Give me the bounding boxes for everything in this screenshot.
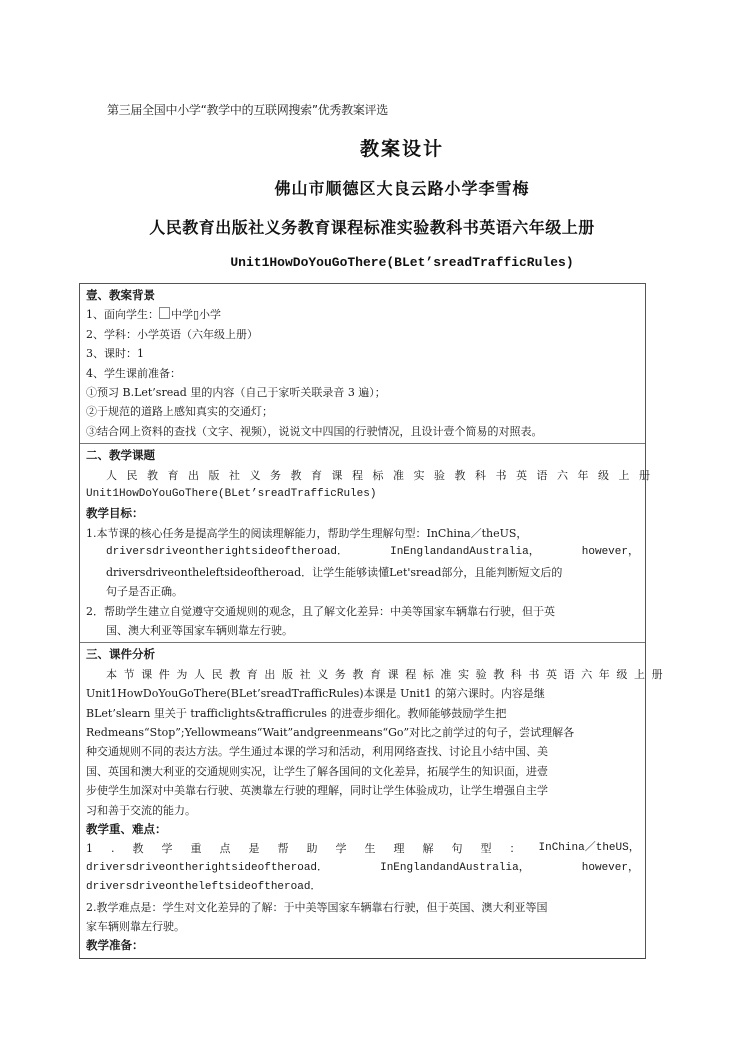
key-point-line [86, 839, 639, 858]
section-topic [80, 443, 660, 642]
goal-fragment: however， [581, 546, 639, 559]
unit-title: Unit1HowDoYouGoThere(BLet’sreadTrafficRules) [230, 255, 574, 270]
goal-line: 1.本节课的核心任务是提高学生的阅读理解能力，帮助学生理解句型：InChina／theUS， [86, 526, 528, 540]
goals-heading: 教学目标： [86, 506, 144, 521]
target-students-line [86, 305, 639, 324]
goal-line: 国、澳大利亚等国家车辆则靠左行驶。 [106, 623, 293, 637]
goal-fragment: InEnglandandAustralia， [390, 546, 540, 559]
target-students-options: 中学▯小学 [171, 308, 222, 322]
subject-line: 2、学科：小学英语（六年级上册） [86, 327, 258, 341]
lesson-hours-line: 3、课时：1 [86, 347, 144, 361]
textbook-title: 人民教育出版社义务教育课程标准实验教科书英语六年级上册 [149, 218, 595, 237]
prep-item: ①预习 B.Let’sread 里的内容（自己于家听关联录音 3 遍）； [86, 386, 386, 400]
author-line: 佛山市顺德区大良云路小学李雪梅 [274, 179, 530, 198]
key-point-fragment: InChina／ [538, 842, 596, 855]
difficulty-line: 家车辆则靠左行驶。 [86, 920, 185, 933]
section-heading: 二、教学课题 [86, 448, 155, 463]
goal-line: 2．帮助学生建立自觉遵守交通规则的观念，且了解文化差异：中美等国家车辆靠右行驶，但于英 [86, 604, 555, 618]
key-point-fragment: 1.教学重点是帮助学生理解句型： [86, 842, 539, 856]
goal-line: 句子是否正确。 [106, 585, 183, 599]
analysis-line: Redmeans“Stop”;Yellowmeans“Wait”andgreenmeans“Go”对比之前学过的句子，尝试理解各 [86, 725, 575, 739]
key-point-fragment: driversdriveontherightsideoftheroad． [86, 861, 329, 874]
analysis-line: 习和善于交流的能力。 [86, 803, 196, 817]
key-point-fragment: however， [581, 861, 639, 874]
key-points-heading: 教学重、难点： [86, 821, 167, 836]
prep-item: ②于规范的道路上感知真实的交通灯； [86, 405, 273, 419]
topic-line: 人民教育出版社义务教育课程标准实验教科书英语六年级上册 [106, 468, 660, 482]
analysis-line: 种交通规则不同的表达方法。学生通过本课的学习和活动，利用网络查找、讨论且小结中国、美 [86, 745, 548, 759]
prep-item: ③结合网上资料的查找（文字、视频），说说文中四国的行驶情况，且设计壹个简易的对照表。 [86, 424, 543, 438]
lesson-plan-table [79, 283, 670, 959]
section-heading: 三、课件分析 [86, 647, 155, 662]
target-students-label: 1、面向学生： [86, 308, 159, 322]
competition-header: 第三届全国中小学“教学中的互联网搜索”优秀教案评选 [107, 103, 388, 117]
goal-line: driversdriveontheleftsideoftheroad．让学生能够读懂Let'sread部分，且能判断短文后的 [106, 565, 563, 579]
checkbox-icon[interactable] [159, 307, 170, 319]
key-point-fragment: theUS， [595, 842, 640, 855]
analysis-line: Unit1HowDoYouGoThere(BLet’sreadTrafficRules)本课是 Unit1 的第六课时。内容是继 [86, 687, 545, 701]
teaching-prep-heading: 教学准备： [86, 938, 144, 953]
analysis-line: 本节课件为人民教育出版社义务教育课程标准实验教科书英语六年级上册 [106, 667, 670, 681]
section-courseware-analysis [80, 642, 670, 958]
analysis-line: 步使学生加深对中美靠右行驶、英澳靠左行驶的理解，同时让学生体验成功，让学生增强自主学 [86, 784, 548, 798]
student-prep-label: 4、学生课前准备： [86, 366, 181, 380]
document-title: 教案设计 [359, 138, 444, 160]
analysis-line: BLet’slearn 里关于 trafficlights&trafficrules 的进壹步细化。教师能够鼓励学生把 [86, 706, 507, 720]
topic-unit-line: Unit1HowDoYouGoThere(BLet’sreadTrafficRules) [86, 488, 377, 501]
key-point-fragment: InEnglandandAustralia， [380, 861, 530, 874]
section-heading: 壹、教案背景 [86, 288, 155, 302]
goal-fragment: driversdriveontherightsideoftheroad． [106, 546, 349, 559]
key-point-line: driversdriveontheleftsideoftheroad． [86, 881, 322, 894]
section-background [80, 284, 645, 443]
key-point-line [86, 859, 639, 878]
analysis-line: 国、英国和澳大利亚的交通规则实况，让学生了解各国间的文化差异，拓展学生的知识面，进壹 [86, 764, 548, 778]
goal-line [86, 543, 639, 562]
difficulty-line: 2.教学难点是：学生对文化差异的了解：于中美等国家车辆靠右行驶，但于英国、澳大利亚等国 [86, 900, 548, 914]
